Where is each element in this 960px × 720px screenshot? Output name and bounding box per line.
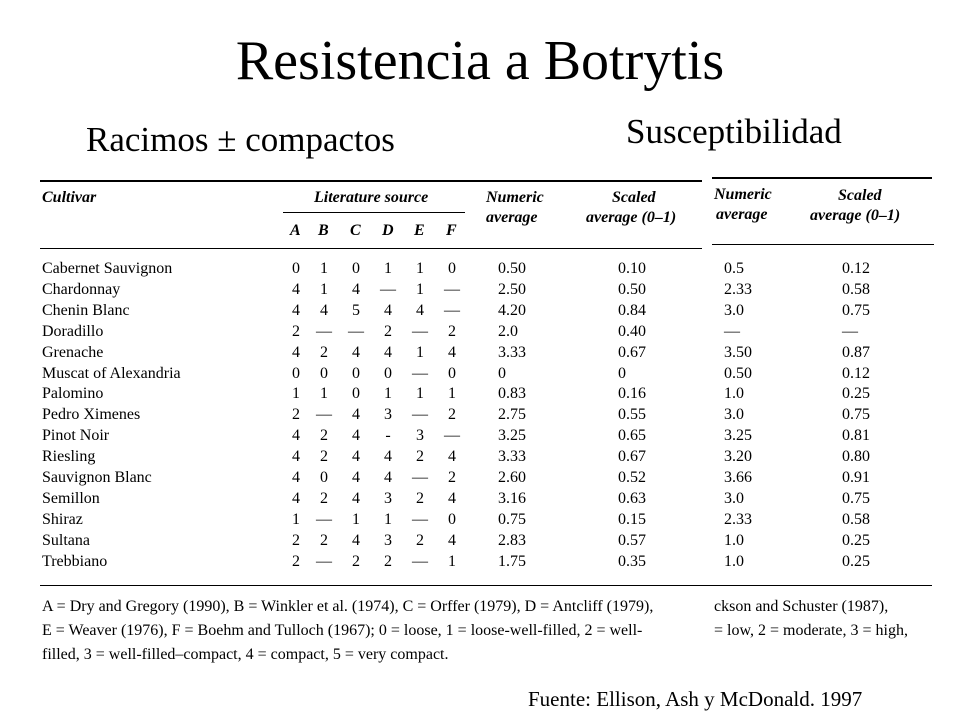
table-row	[0, 321, 960, 343]
source-score: 3	[416, 427, 424, 445]
source-score: 4	[448, 343, 456, 361]
source-score: 4	[384, 469, 392, 486]
source-score: 2	[352, 552, 360, 570]
numeric-average-2: 3.25	[724, 427, 752, 445]
scaled-average-2: 0.75	[842, 489, 870, 507]
source-score: 2	[292, 531, 300, 549]
source-score: 3	[384, 531, 392, 549]
source-score: —	[412, 364, 428, 382]
source-score: 0	[292, 364, 300, 382]
source-score: 2	[320, 531, 328, 549]
source-score: —	[412, 510, 428, 528]
source-score: 1	[448, 385, 456, 403]
header-numeric-average-1-line1: Numeric	[486, 189, 544, 206]
table-row	[0, 383, 960, 405]
header-letter-e: E	[414, 222, 425, 239]
source-score: 0	[352, 260, 360, 277]
scaled-average-2: 0.81	[842, 427, 870, 445]
header-letter-c: C	[350, 222, 361, 239]
cultivar-name: Pedro Ximenes	[42, 406, 141, 424]
header-bottom-rule-right	[712, 244, 934, 245]
numeric-average-1: 0.83	[498, 385, 526, 403]
table-row	[0, 300, 960, 322]
cultivar-name: Palomino	[42, 385, 104, 403]
source-score: 4	[292, 448, 300, 466]
numeric-average-2: 2.33	[724, 510, 752, 528]
header-scaled-average-1-line2: average (0–1)	[586, 209, 677, 226]
numeric-average-2: 2.33	[724, 280, 752, 298]
header-letter-a: A	[290, 222, 301, 239]
table-row	[0, 279, 960, 301]
source-score: 1	[292, 510, 300, 528]
source-score: 4	[352, 427, 360, 445]
cultivar-name: Chardonnay	[42, 280, 121, 298]
source-score: 1	[320, 260, 328, 277]
cultivar-name: Muscat of Alexandria	[42, 364, 181, 382]
source-score: 0	[384, 364, 392, 382]
source-score: 2	[448, 406, 456, 424]
header-letter-f: F	[446, 222, 457, 239]
source-score: 0	[352, 385, 360, 403]
source-score: 4	[448, 531, 456, 549]
numeric-average-2: 0.5	[724, 260, 744, 277]
source-score: —	[444, 427, 460, 445]
source-score: 1	[416, 280, 424, 298]
source-score: 0	[448, 260, 456, 277]
table-row	[0, 425, 960, 447]
cultivar-name: Riesling	[42, 448, 96, 466]
numeric-average-2: 0.50	[724, 364, 752, 382]
scaled-average-2: 0.58	[842, 280, 870, 298]
table-top-rule	[40, 180, 702, 182]
table-top-rule-right	[712, 177, 932, 179]
source-score: 5	[352, 301, 360, 319]
cultivar-name: Pinot Noir	[42, 427, 110, 445]
scaled-average-2: 0.25	[842, 531, 870, 549]
numeric-average-1: 0	[498, 364, 506, 382]
subtitle-compact-clusters: Racimos ± compactos	[86, 120, 395, 159]
scaled-average-2: 0.12	[842, 260, 870, 277]
footnote-line: filled, 3 = well-filled–compact, 4 = compact, 5 = very compact.	[42, 646, 449, 663]
cultivar-name: Trebbiano	[42, 552, 108, 570]
source-score: 1	[416, 385, 424, 403]
table-row	[0, 509, 960, 531]
header-numeric-average-2-line1: Numeric	[714, 186, 772, 203]
scaled-average-2: 0.25	[842, 552, 870, 570]
numeric-average-1: 4.20	[498, 301, 526, 319]
header-scaled-average-2-line1: Scaled	[838, 187, 882, 204]
scaled-average-1: 0.84	[618, 301, 646, 319]
header-letter-d: D	[382, 222, 394, 239]
scaled-average-2: 0.25	[842, 385, 870, 403]
header-letter-b: B	[318, 222, 329, 239]
table-row	[0, 488, 960, 510]
numeric-average-2: 3.20	[724, 448, 752, 466]
numeric-average-1: 2.75	[498, 406, 526, 424]
source-score: 0	[448, 364, 456, 382]
table-row	[0, 404, 960, 426]
header-numeric-average-2-line2: average	[716, 206, 768, 223]
header-numeric-average-1-line2: average	[486, 209, 538, 226]
source-score: 3	[384, 406, 392, 424]
source-score: 2	[292, 322, 300, 340]
source-score: —	[412, 322, 428, 340]
source-score: 2	[320, 448, 328, 466]
source-score: 2	[384, 322, 392, 340]
footnote-line: = low, 2 = moderate, 3 = high,	[714, 622, 908, 639]
cultivar-name: Doradillo	[42, 322, 104, 340]
source-score: 4	[292, 280, 300, 298]
source-score: —	[348, 322, 364, 340]
numeric-average-1: 3.33	[498, 448, 526, 466]
source-score: 2	[292, 552, 300, 570]
source-score: 4	[292, 343, 300, 361]
table-bottom-rule	[40, 585, 932, 586]
scaled-average-1: 0.16	[618, 385, 646, 403]
source-score: 4	[416, 301, 424, 319]
numeric-average-2: 1.0	[724, 552, 744, 570]
source-score: 2	[416, 448, 424, 466]
source-score: 0	[292, 260, 300, 277]
numeric-average-2: 3.0	[724, 301, 744, 319]
table-row	[0, 467, 960, 489]
scaled-average-1: 0	[618, 364, 626, 382]
scaled-average-2: 0.87	[842, 343, 870, 361]
scaled-average-1: 0.63	[618, 489, 646, 507]
source-score: 4	[292, 427, 300, 445]
scaled-average-1: 0.57	[618, 531, 646, 549]
cultivar-name: Sultana	[42, 531, 90, 549]
header-cultivar: Cultivar	[42, 189, 97, 206]
numeric-average-1: 2.0	[498, 322, 518, 340]
numeric-average-1: 2.50	[498, 280, 526, 298]
source-score: 2	[384, 552, 392, 570]
scaled-average-2: 0.80	[842, 448, 870, 466]
source-score: 1	[384, 385, 392, 403]
source-score: 1	[320, 385, 328, 403]
page-title: Resistencia a Botrytis	[235, 30, 725, 92]
numeric-average-1: 2.60	[498, 469, 526, 486]
numeric-average-1: 1.75	[498, 552, 526, 570]
scaled-average-2: 0.75	[842, 301, 870, 319]
source-score: 2	[320, 489, 328, 507]
source-score: —	[316, 552, 332, 570]
numeric-average-2: 3.0	[724, 406, 744, 424]
footnote-line: ckson and Schuster (1987),	[714, 598, 889, 615]
source-score: —	[316, 406, 332, 424]
numeric-average-1: 0.50	[498, 260, 526, 277]
scaled-average-1: 0.15	[618, 510, 646, 528]
source-score: 4	[292, 301, 300, 319]
source-score: 0	[352, 364, 360, 382]
table-row	[0, 446, 960, 468]
cultivar-name: Grenache	[42, 343, 104, 361]
cultivar-name: Sauvignon Blanc	[42, 469, 152, 486]
numeric-average-1: 3.25	[498, 427, 526, 445]
source-citation: Fuente: Ellison, Ash y McDonald. 1997	[528, 687, 863, 711]
source-score: 4	[292, 469, 300, 486]
source-score: 1	[384, 260, 392, 277]
source-score: 2	[292, 406, 300, 424]
numeric-average-1: 3.16	[498, 489, 526, 507]
source-score: 4	[352, 406, 360, 424]
source-score: 2	[448, 322, 456, 340]
numeric-average-1: 3.33	[498, 343, 526, 361]
scaled-average-1: 0.55	[618, 406, 646, 424]
scaled-average-2: 0.75	[842, 406, 870, 424]
scaled-average-2: 0.58	[842, 510, 870, 528]
source-score: 1	[448, 552, 456, 570]
scaled-average-2: 0.12	[842, 364, 870, 382]
scaled-average-1: 0.10	[618, 260, 646, 277]
numeric-average-1: 0.75	[498, 510, 526, 528]
source-score: —	[412, 406, 428, 424]
source-score: 4	[292, 489, 300, 507]
source-score: 1	[416, 260, 424, 277]
table-row	[0, 258, 960, 280]
table-row	[0, 363, 960, 385]
source-score: 1	[384, 510, 392, 528]
source-score: 0	[320, 469, 328, 486]
cultivar-name: Semillon	[42, 489, 100, 507]
source-score: 4	[384, 343, 392, 361]
source-score: 4	[352, 280, 360, 298]
source-score: —	[444, 301, 460, 319]
table-row	[0, 530, 960, 552]
numeric-average-2: 3.50	[724, 343, 752, 361]
numeric-average-2: 1.0	[724, 385, 744, 403]
source-score: —	[316, 322, 332, 340]
source-score: 0	[448, 510, 456, 528]
numeric-average-2: 3.0	[724, 489, 744, 507]
header-scaled-average-1-line1: Scaled	[612, 189, 656, 206]
numeric-average-2: 3.66	[724, 469, 752, 486]
source-score: 4	[384, 301, 392, 319]
source-score: 2	[320, 343, 328, 361]
footnote-line: A = Dry and Gregory (1990), B = Winkler et al. (1974), C = Orffer (1979), D = Antcliff (1979),	[42, 598, 654, 615]
scaled-average-1: 0.35	[618, 552, 646, 570]
source-score: 4	[352, 469, 360, 486]
source-score: 4	[384, 448, 392, 466]
source-score: 4	[448, 489, 456, 507]
scaled-average-2: 0.91	[842, 469, 870, 486]
source-score: 1	[292, 385, 300, 403]
source-score: 3	[384, 489, 392, 507]
scaled-average-1: 0.52	[618, 469, 646, 486]
source-score: 4	[352, 531, 360, 549]
header-literature-source: Literature source	[314, 189, 429, 206]
scaled-average-2: —	[842, 322, 858, 340]
source-score: 4	[320, 301, 328, 319]
numeric-average-2: —	[724, 322, 740, 340]
table-row	[0, 551, 960, 573]
source-score: 2	[448, 469, 456, 486]
cultivar-name: Chenin Blanc	[42, 301, 130, 319]
cultivar-name: Cabernet Sauvignon	[42, 260, 173, 277]
scaled-average-1: 0.67	[618, 448, 646, 466]
source-score: 2	[320, 427, 328, 445]
source-score: —	[444, 280, 460, 298]
source-score: -	[385, 427, 391, 445]
source-score: —	[412, 552, 428, 570]
source-score: 4	[448, 448, 456, 466]
source-score: —	[380, 280, 396, 298]
source-score: 1	[416, 343, 424, 361]
table-row	[0, 342, 960, 364]
source-score: 4	[352, 489, 360, 507]
source-score: 1	[320, 280, 328, 298]
source-score: 4	[352, 343, 360, 361]
scaled-average-1: 0.67	[618, 343, 646, 361]
source-score: —	[412, 469, 428, 486]
header-scaled-average-2-line2: average (0–1)	[810, 207, 901, 224]
numeric-average-1: 2.83	[498, 531, 526, 549]
source-score: —	[316, 510, 332, 528]
subtitle-susceptibility: Susceptibilidad	[626, 112, 842, 151]
footnote-line: E = Weaver (1976), F = Boehm and Tulloch (1967); 0 = loose, 1 = loose-well-filled, 2 = well-	[42, 622, 643, 639]
cultivar-name: Shiraz	[42, 510, 83, 528]
scaled-average-1: 0.50	[618, 280, 646, 298]
source-score: 4	[352, 448, 360, 466]
header-bottom-rule	[40, 248, 702, 249]
scaled-average-1: 0.65	[618, 427, 646, 445]
source-score: 2	[416, 531, 424, 549]
scaled-average-1: 0.40	[618, 322, 646, 340]
source-score: 1	[352, 510, 360, 528]
numeric-average-2: 1.0	[724, 531, 744, 549]
source-score: 2	[416, 489, 424, 507]
literature-source-rule	[283, 212, 465, 213]
source-score: 0	[320, 364, 328, 382]
